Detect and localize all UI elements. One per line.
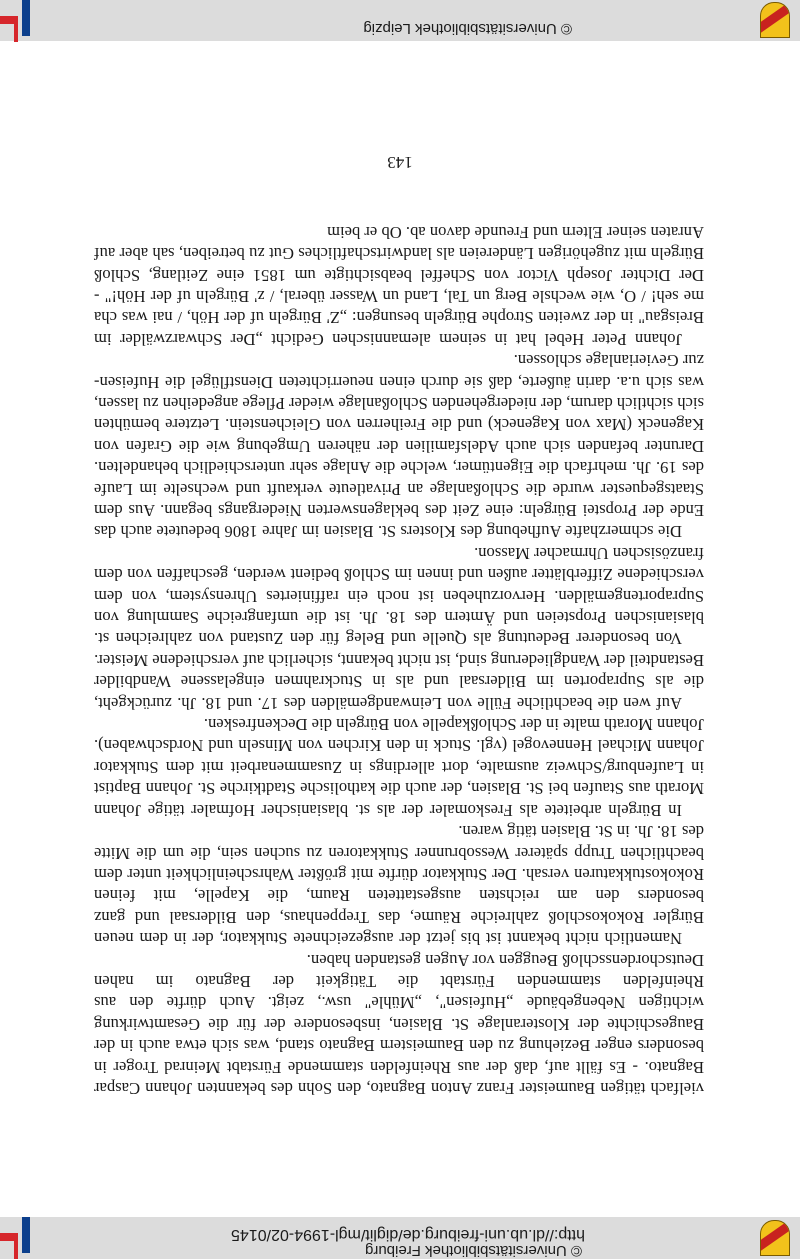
page-number: 143 <box>387 153 413 172</box>
paragraph: In Bürgeln arbeitete als Freskomaler der als st. blasianischer Hofmaler tätige Johann Morath aus Staufen bei St. Blasien, der auch die katholische Stadtkirche St. Johann Baptist in Laufenburg/Schweiz ausmalte, dort allerdings in Zusammenarbeit mit dem Stukkator Johann Michael Hennevogel (vgl. Stuck in den Kirchen von Minseln und Nordschwaben). Johann Morath malte in der Schloßkapelle von Bürgeln die Deckenfresken. <box>94 715 704 820</box>
paragraph: vielfach tätigen Baumeister Franz Anton Bagnato, den Sohn des bekannten Johann Caspar Bagnato. - Es fällt auf, daß der aus Rheinfelden stammende Fürstabt Meinrad Troger in besonders enger Beziehung zu den Baumeistern Bagnato stand, was sich etwa auch in der Baugeschichte der Klosteranlage St. Blasien, insbesondere der für die Gesamtwirkung wichtigen Nebengebäude „Hufeisen", „Mühle" usw., zeigt. Auch dürfte den aus Rheinfelden stammenden Fürstabt die Tätigkeit der Bagnato im nahen Deutschordensschloß Beuggen vor Augen gestanden haben. <box>94 950 704 1098</box>
paragraph: Die schmerzhafte Aufhebung des Klosters St. Blasien im Jahre 1806 bedeutete auch das Ende der Propstei Bürgeln: eine Zeit des beklagenswerten Niedergangs begann. Aus dem Staatsgequester wurde die Schloßanlage an Privatleute verkauft und wechselte im Laufe des 19. Jh. mehrfach die Eigentümer, welche die Anlage sehr unterschiedlich behandelten. Darunter befanden sich auch Adelsfamilien der näheren Umgebung wie die Grafen von Kageneck (Max von Kageneck) und die Freiherren von Gleichenstein. Letztere bemühten sich sichtlich darum, der niedergehenden Schloßanlage wieder Pflege angedeihen zu lassen, was sich u.a. darin äußerte, daß sie durch einen neuerrichteten Dienstflügel die Hufeisen- zur Gevierianlage schlossen. <box>94 351 704 542</box>
paragraph: Von besonderer Bedeutung als Quelle und Beleg für den Zustand von zahlreichen st. blasianischen Propsteien und Ämtern des 18. Jh. ist die umfangreiche Sammlung von Supraportengemälden. Hervorzuheben ist noch ein raffiniertes Uhrensystem, von dem verschiedene Zifferblätter außen und innen im Schloß bedient werden, geschaffen von dem französischen Uhrmacher Masson. <box>94 543 704 649</box>
header-copyright: © Universitätsbibliothek Freiburg <box>365 1242 582 1259</box>
permalink-url[interactable]: http://dl.ub.uni-freiburg.de/diglit/mgl-1994-02/0145 <box>231 1226 585 1243</box>
library-logo-icon[interactable] <box>0 0 40 42</box>
paragraph: Namentlich nicht bekannt ist bis jetzt der ausgezeichnete Stukkator, der in dem neuen Bürgler Rokokoschloß zahlreiche Räume, das Treppenhaus, den Bildersaal und ganz besonders den am reichsten ausgestatteten Raum, die Kapelle, mit feinen Rokokostukkaturen versah. Der Stukkator dürfte mit größter Wahrscheinlichkeit unter dem beachtlichen Trupp späterer Wessobrunner Stukkatoren zu suchen sein, die um die Mitte des 18. Jh. in St. Blasien tätig waren. <box>94 822 704 949</box>
footer-logo[interactable] <box>748 0 794 40</box>
paragraph: Auf wen die beachtliche Fülle von Leinwandgemälden des 17. und 18. Jh. zurückgeht, die als Supraporten im Bildersaal und als in Stuckrahmen eingelassene Wandbilder Bestandteil der Wandgliederung sind, ist nicht bekannt, sicherlich auf verschiedene Meister. <box>94 650 704 713</box>
geschichtsverein-logo[interactable] <box>748 1218 794 1258</box>
coat-of-arms-icon <box>760 1220 790 1256</box>
coat-of-arms-icon <box>760 2 790 38</box>
body-text <box>94 221 704 1099</box>
paragraph: Johann Peter Hebel hat in seinem alemannischen Gedicht „Der Schwarzwälder im Breisgau" in der zweiten Strophe Bürgeln besungen: „Z' Bürgeln uf der Höh, / nai was cha me seh! / O, wie wechsle Berg un Tal, Land un Wasser überal, / z' Bürgeln uf der Höh!" - Der Dichter Joseph Victor von Scheffel beabsichtigte um 1851 eine Zeitlang, Schloß Bürgeln mit zugehörigen Ländereien als landwirtschaftliches Gut zu betreiben, sah aber auf Anraten seiner Eltern und Freunde davon ab. Ob er beim <box>94 222 704 349</box>
footer-copyright: © Universitätsbibliothek Leipzig <box>363 20 572 37</box>
library-logo-icon[interactable] <box>0 1217 40 1259</box>
